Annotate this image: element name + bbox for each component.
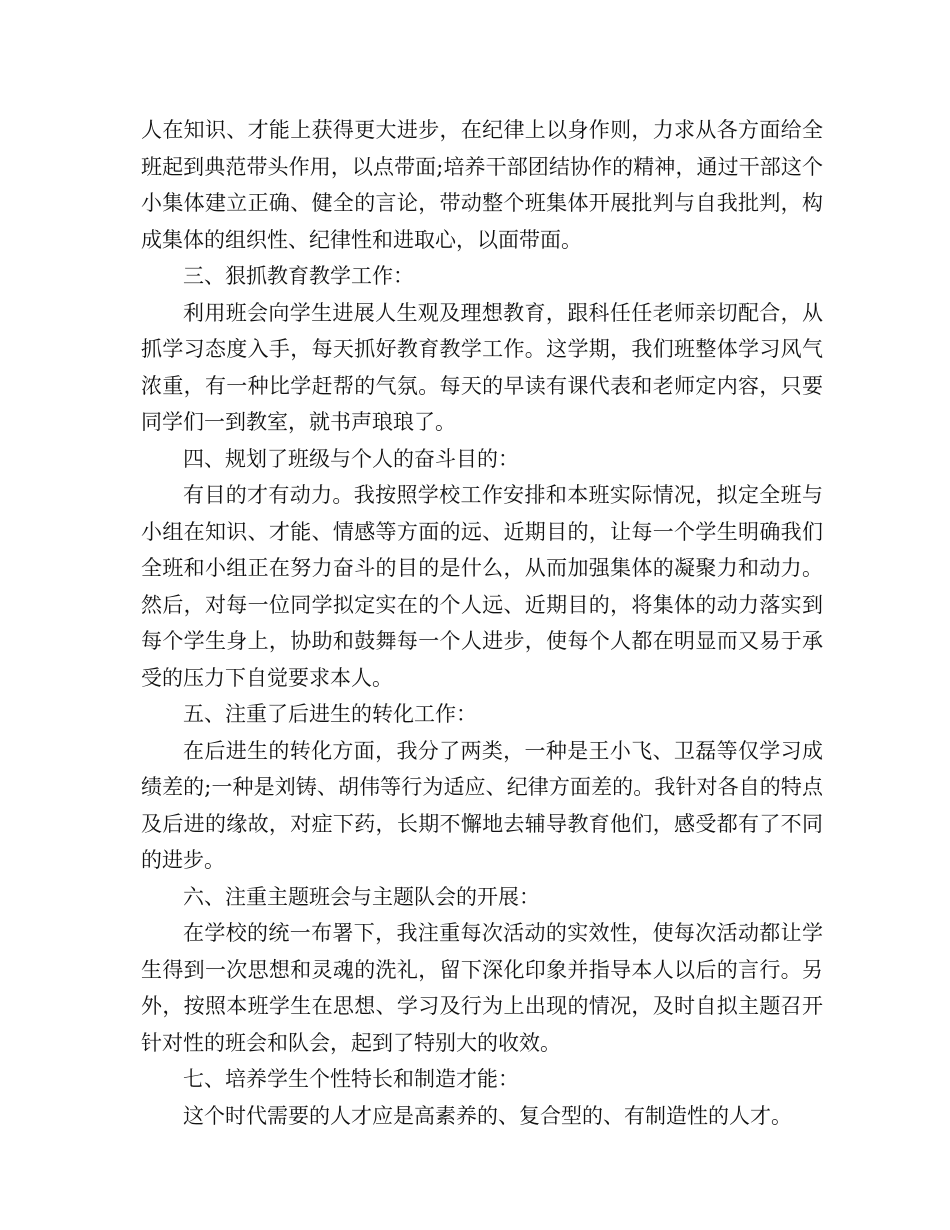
document-body: [141, 112, 823, 1134]
section-heading-3: 三、狠抓教育教学工作：: [183, 264, 414, 288]
paragraph-2: 利用班会向学生进展人生观及理想教育，跟科任任老师亲切配合，从抓学习态度入手，每天抓好教育教学工作。这学期，我们班整体学习风气浓重，有一种比学赶帮的气氛。每天的早读有课代表和老师定内容，只要同学们一到教室，就书声琅琅了。: [141, 300, 823, 434]
section-heading-6: 六、注重主题班会与主题队会的开展：: [183, 884, 540, 909]
paragraph-1: 人在知识、才能上获得更大进步，在纪律上以身作则，力求从各方面给全班起到典范带头作用，以点带面;培养干部团结协作的精神，通过干部这个小集体建立正确、健全的言论，带动整个班集体开展批判与自我批判，构成集体的组织性、纪律性和进取心，以面带面。: [141, 118, 823, 252]
paragraph-4: 在后进生的转化方面，我分了两类，一种是王小飞、卫磊等仅学习成绩差的;一种是刘铸、胡伟等行为适应、纪律方面差的。我针对各自的特点及后进的缘故，对症下药，长期不懈地去辅导教育他们，感受都有了不同的进步。: [141, 738, 823, 872]
section-heading-4: 四、规划了班级与个人的奋斗目的：: [183, 446, 519, 471]
section-heading-5: 五、注重了后进生的转化工作：: [183, 702, 477, 726]
section-heading-7: 七、培养学生个性特长和制造才能：: [183, 1067, 519, 1091]
paragraph-5: 在学校的统一布署下，我注重每次活动的实效性，使每次活动都让学生得到一次思想和灵魂的洗礼，留下深化印象并指导本人以后的言行。另外，按照本班学生在思想、学习及行为上出现的情况，及时自拟主题召开针对性的班会和队会，起到了特别大的收效。: [141, 921, 823, 1055]
paragraph-6: 这个时代需要的人才应是高素养的、复合型的、有制造性的人才。: [183, 1103, 792, 1128]
paragraph-3: 有目的才有动力。我按照学校工作安排和本班实际情况，拟定全班与小组在知识、才能、情感等方面的远、近期目的，让每一个学生明确我们全班和小组正在努力奋斗的目的是什么，从而加强集体的凝聚力和动力。然后，对每一位同学拟定实在的个人远、近期目的，将集体的动力落实到每个学生身上，协助和鼓舞每一个人进步，使每个人都在明显而又易于承受的压力下自觉要求本人。: [141, 483, 823, 690]
